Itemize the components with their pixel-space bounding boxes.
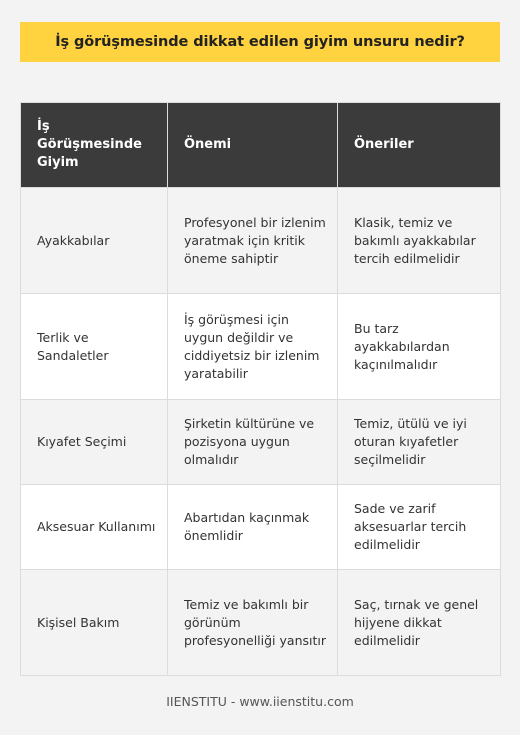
cell-item: Kıyafet Seçimi	[21, 400, 168, 485]
cell-recommendation: Saç, tırnak ve genel hijyene dikkat edilmelidir	[338, 570, 501, 676]
cell-importance: Temiz ve bakımlı bir görünüm profesyonelliği yansıtır	[168, 570, 338, 676]
cell-recommendation: Temiz, ütülü ve iyi oturan kıyafetler seçilmelidir	[338, 400, 501, 485]
cell-recommendation: Klasik, temiz ve bakımlı ayakkabılar tercih edilmelidir	[338, 188, 501, 294]
column-header-recommendations: Öneriler	[338, 103, 501, 188]
table-row	[21, 188, 501, 294]
clothing-table	[20, 102, 501, 676]
cell-item: Aksesuar Kullanımı	[21, 485, 168, 570]
title-banner	[20, 22, 500, 62]
cell-importance: İş görüşmesi için uygun değildir ve ciddiyetsiz bir izlenim yaratabilir	[168, 294, 338, 400]
column-header-importance: Önemi	[168, 103, 338, 188]
table-row	[21, 400, 501, 485]
page-title: İş görüşmesinde dikkat edilen giyim unsuru nedir?	[55, 34, 465, 50]
cell-importance: Profesyonel bir izlenim yaratmak için kritik öneme sahiptir	[168, 188, 338, 294]
cell-recommendation: Bu tarz ayakkabılardan kaçınılmalıdır	[338, 294, 501, 400]
cell-importance: Abartıdan kaçınmak önemlidir	[168, 485, 338, 570]
footer-credit: IIENSTITU - www.iienstitu.com	[166, 694, 354, 709]
table-row	[21, 570, 501, 676]
table-header-row	[21, 103, 501, 188]
cell-importance: Şirketin kültürüne ve pozisyona uygun olmalıdır	[168, 400, 338, 485]
table-row	[21, 294, 501, 400]
cell-item: Terlik ve Sandaletler	[21, 294, 168, 400]
table-row	[21, 485, 501, 570]
cell-item: Ayakkabılar	[21, 188, 168, 294]
cell-recommendation: Sade ve zarif aksesuarlar tercih edilmelidir	[338, 485, 501, 570]
cell-item: Kişisel Bakım	[21, 570, 168, 676]
column-header-clothing: İş Görüşmesinde Giyim	[21, 103, 168, 188]
